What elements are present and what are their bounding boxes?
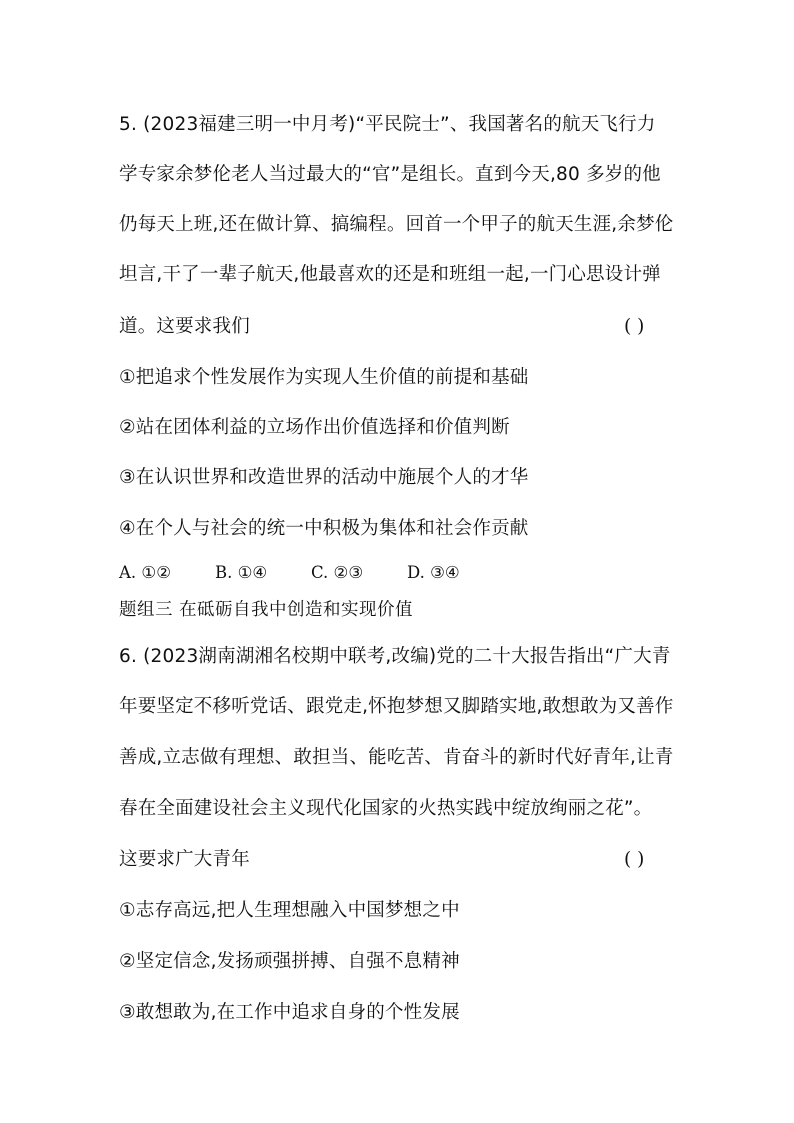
q6-line-4: 春在全面建设社会主义现代化国家的火热实践中绽放绚丽之花”。 [119, 798, 653, 819]
q6-item-3: ③敢想敢为,在工作中追求自身的个性发展 [119, 1002, 460, 1023]
q5-answer-bracket: ( ) [624, 316, 645, 337]
q6-item-1: ①志存高远,把人生理想融入中国梦想之中 [119, 900, 460, 921]
q5-line-5: 道。这要求我们 [119, 316, 250, 337]
q5-line-3: 仍每天上班,还在做计算、搞编程。回首一个甲子的航天生涯,余梦伦 [119, 214, 674, 235]
q6-line-1: 6. (2023湖南湖湘名校期中联考,改编)党的二十大报告指出“广大青 [119, 646, 671, 667]
q6-line-3: 善成,立志做有理想、敢担当、能吃苦、肯奋斗的新时代好青年,让青 [119, 747, 674, 768]
q5-line-2: 学专家余梦伦老人当过最大的“官”是组长。直到今天,80 多岁的他 [119, 164, 661, 185]
q5-item-1: ①把追求个性发展作为实现人生价值的前提和基础 [119, 367, 529, 388]
q5-option-c: C. ②③ [311, 563, 364, 582]
q5-options [119, 562, 503, 584]
q6-line-2: 年要坚定不移听党话、跟党走,怀抱梦想又脚踏实地,敢想敢为又善作 [119, 696, 674, 717]
q6-item-2: ②坚定信念,发扬顽强拼搏、自强不息精神 [119, 951, 460, 972]
q5-item-4: ④在个人与社会的统一中积极为集体和社会作贡献 [119, 518, 529, 539]
q5-line-1: 5. (2023福建三明一中月考)“平民院士”、我国著名的航天飞行力 [119, 114, 656, 135]
q5-line-4: 坦言,干了一辈子航天,他最喜欢的还是和班组一起,一门心思设计弹 [119, 264, 661, 285]
q5-option-d: D. ③④ [407, 563, 460, 582]
q5-item-3: ③在认识世界和改造世界的活动中施展个人的才华 [119, 467, 529, 488]
q6-line-5: 这要求广大青年 [119, 849, 250, 870]
section-heading: 题组三 在砥砺自我中创造和实现价值 [119, 600, 414, 620]
q5-option-b: B. ①④ [215, 563, 268, 582]
q6-answer-bracket: ( ) [624, 849, 645, 870]
q5-option-a: A. ①② [119, 563, 171, 582]
q5-item-2: ②站在团体利益的立场作出价值选择和价值判断 [119, 417, 510, 438]
